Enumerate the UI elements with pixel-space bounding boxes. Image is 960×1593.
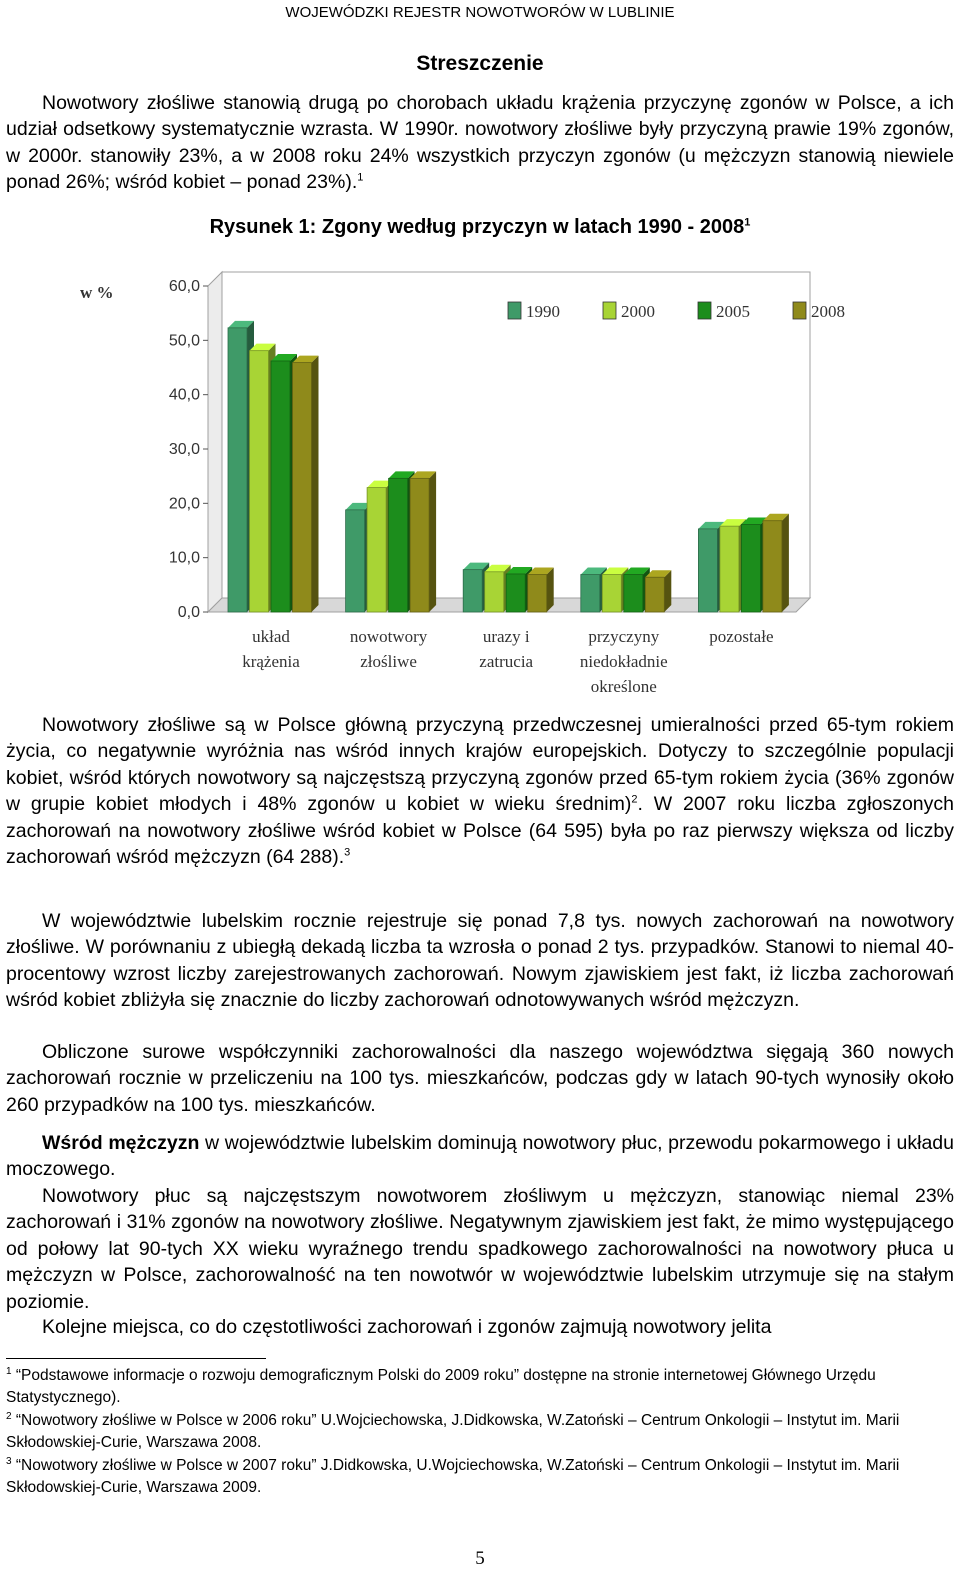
bar-1990 [228,328,247,612]
footnote-3 [6,1455,946,1499]
x-category-label: urazy i [482,627,530,646]
p3-text: Obliczone surowe współczynniki zachorowalności dla naszego województwa sięgają 360 nowych zachorowań rocznie w przeliczeniu na 100 tys. mieszkańców, podczas gdy w latach 90-tych wynosiły około 260 przypadków na 100 tys. mieszkańców. [6,1041,954,1116]
legend-label: 1990 [526,302,560,321]
page-number: 5 [475,1548,485,1569]
y-axis-label: w % [80,283,114,302]
figure-caption [0,216,960,239]
p4-bold-text: Wśród mężczyzn [42,1132,200,1154]
bar-1990 [581,575,600,612]
footnote-ref: 3 [344,846,351,859]
body-paragraph-4 [6,1130,954,1183]
bar-side [664,570,671,612]
footnote-ref: 1 [357,171,364,184]
footnote-text: “Podstawowe informacje o rozwoju demograficznym Polski do 2009 roku” dostępne na stronie internetowej Głównego Urzędu Statystycznego). [6,1367,876,1406]
footnote-text: “Nowotwory złośliwe w Polsce w 2007 roku” J.Didkowska, U.Wojciechowska, W.Zatoński – Centrum Onkologii – Instytut im. Marii Skłodowskiej-Curie, Warszawa 2009. [6,1457,900,1496]
x-category-label: układ [252,627,290,646]
body-paragraph-6 [6,1314,954,1340]
bar-side [547,568,554,612]
footnote-number: 3 [6,1455,12,1467]
y-tick-label: 20,0 [168,495,200,513]
bar-2000 [485,572,504,612]
y-tick-label: 10,0 [168,549,200,567]
legend-swatch [793,302,806,319]
y-tick-label: 30,0 [168,441,200,458]
footnote-text: “Nowotwory złośliwe w Polsce w 2006 roku” U.Wojciechowska, J.Didkowska, W.Zatoński – Centrum Onkologii – Instytut im. Marii Skłodowskiej-Curie, Warszawa 2008. [6,1412,900,1451]
footnote-number: 1 [6,1365,12,1377]
legend-label: 2005 [716,302,750,321]
section-title: Streszczenie [416,52,544,75]
body-paragraph-5 [6,1183,954,1315]
bar-1990 [346,510,365,612]
bar-side [782,514,789,612]
chart-side-wall [208,272,222,612]
body-paragraph-3 [6,1039,954,1118]
p6-text: Kolejne miejsca, co do częstotliwości zachorowań i zgonów zajmują nowotwory jelita [42,1316,772,1338]
x-category-label: niedokładnie [579,652,668,671]
bar-2005 [389,478,408,612]
p2-text: W województwie lubelskim rocznie rejestruje się ponad 7,8 tys. nowych zachorowań na nowotwory złośliwe. W porównaniu z ubiegłą dekadą liczba ta wzrosła o ponad 2 tys. przypadków. Stanowi to niemal 40-procentowy wzrost liczby zarejestrowanych zachorowań. Nowym zjawiskiem jest fakt, iż liczba zachorowań wśród kobiet zbliżyła się znacznie do liczby zachorowań odnotowywanych wśród mężczyzn. [6,910,954,1012]
bar-2000 [720,526,739,612]
bar-2008 [763,521,782,612]
footnote-divider [6,1358,266,1359]
p4-text: w województwie lubelskim dominują nowotwory płuc, przewodu pokarmowego i układu moczowego. [6,1132,954,1181]
x-category-label: zatrucia [479,652,534,671]
bar-2005 [741,525,760,612]
y-tick-label: 50,0 [168,332,200,350]
bar-2005 [271,361,290,612]
p5-text: Nowotwory płuc są najczęstszym nowotworem złośliwym u mężczyzn, stanowiąc niemal 23% zachorowań i 31% zgonów na nowotwory złośliwe. Negatywnym zjawiskiem jest fakt, że mimo występującego od połowy lat 90-tych XX wieku wyraźnego trendu spadkowego zachorowalności na nowotwory płuca u mężczyzn w Polsce, zachorowalność na ten nowotwór w województwie lubelskim utrzymuje się na stałym poziomie. [6,1185,954,1313]
body-paragraph-1 [6,712,954,870]
x-category-label: przyczyny [588,627,660,646]
y-tick-label: 60,0 [168,278,200,295]
x-category-label: nowotwory [349,627,428,646]
bar-2008 [645,577,664,612]
bar-2008 [528,575,547,612]
bar-2008 [410,478,429,612]
legend-swatch [698,302,711,319]
legend-swatch [603,302,616,319]
bar-2008 [293,363,312,612]
y-tick-label: 40,0 [168,386,200,404]
footnote-2 [6,1410,946,1454]
y-tick-label: 0,0 [177,604,200,621]
p1-text: Nowotwory złośliwe są w Polsce główną przyczyną przedwczesnej umieralności przed 65-tym rokiem życia, co negatywnie wyróżnia nas wśród innych krajów europejskich. Dotyczy to szczególnie populacji kobiet, wśród których nowotwory są najczęstszą przyczyną zgonów przed 65-tym rokiem życia (36% zgonów w grupie kobiet młodych i 48% zgonów u kobiet w wieku średnim) [6,714,954,816]
bar-2000 [367,488,386,612]
intro-paragraph [6,90,954,196]
bar-2000 [250,351,269,612]
x-category-label: pozostałe [709,627,774,646]
bar-2005 [624,575,643,612]
legend-label: 2000 [621,302,655,321]
footnote-ref: 2 [631,793,638,806]
footnote-1 [6,1365,946,1409]
x-category-label: krążenia [242,652,300,671]
bar-1990 [698,529,717,612]
x-category-label: określone [590,677,657,696]
bar-2000 [602,575,621,612]
p1-cont: . W 2007 roku liczba zgłoszonych zachorowań na nowotwory złośliwe wśród kobiet w Polsce (64 595) była po raz pierwszy większa od liczby zachorowań wśród mężczyzn (64 288). [6,793,954,869]
legend-swatch [508,302,521,319]
x-category-label: złośliwe [360,652,417,671]
legend-label: 2008 [811,302,845,321]
bar-side [429,471,436,612]
footnote-number: 2 [6,1410,12,1422]
bar-2005 [506,574,525,612]
body-paragraph-2 [6,908,954,1014]
running-header: WOJEWÓDZKI REJESTR NOWOTWORÓW W LUBLINIE [285,4,675,21]
intro-text: Nowotwory złośliwe stanowią drugą po chorobach układu krążenia przyczynę zgonów w Polsce, a ich udział odsetkowy systematycznie wzrasta. W 1990r. nowotwory złośliwe były przyczyną prawie 19% zgonów, w 2000r. stanowiły 23%, a w 2008 roku 24% wszystkich przyczyn zgonów (u mężczyzn stanowią niewiele ponad 26%; wśród kobiet – ponad 23%). [6,92,954,194]
deaths-by-cause-chart [80,262,845,702]
bar-1990 [463,570,482,612]
figure-caption-text: Rysunek 1: Zgony według przyczyn w latach 1990 - 2008 [209,216,745,238]
footnote-ref: 1 [744,216,751,229]
bar-side [312,356,319,612]
